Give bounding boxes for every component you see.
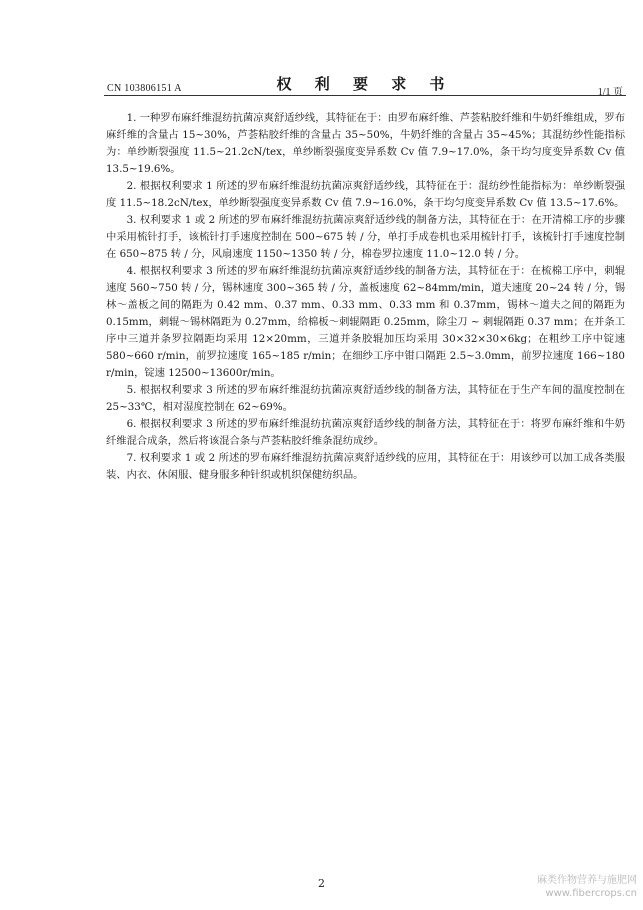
claim-3: 3. 权利要求 1 或 2 所述的罗布麻纤维混纺抗菌凉爽舒适纱线的制备方法，其特征在于：在开清棉工序的步骤中采用梳针打手，该梳针打手速度控制在 500~675 转 / 分，单打手成卷机也采用梳针打手，该梳针打手速度控制在 650~875 转 / 分，风扇速度 1150~1350 转 / 分，棉卷罗拉速度 11.0~12.0 转 / 分。 [106,214,625,260]
page-number: 2 [318,877,325,890]
header-divider [104,95,626,96]
page-title: 权 利 要 求 书 [276,75,454,93]
publication-number: CN 103806151 A [107,83,182,94]
claim-7: 7. 权利要求 1 或 2 所述的罗布麻纤维混纺抗菌凉爽舒适纱线的应用，其特征在于：用该纱可以加工成各类服装、内衣、休闲服、健身服多种针织或机织保健纺织品。 [106,452,625,481]
watermark-site-name: 麻类作物营养与施肥网 [537,875,637,886]
watermark-url: www.fibercrops.cn [545,888,637,899]
claim-1: 1. 一种罗布麻纤维混纺抗菌凉爽舒适纱线，其特征在于：由罗布麻纤维、芦荟粘胶纤维和牛奶纤维组成，罗布麻纤维的含量占 15~30%，芦荟粘胶纤维的含量占 35~50%，牛奶纤维的含量占 35~45%；其混纺纱性能指标为：单纱断裂强度 11.5~21.2cN/tex，单纱断裂强度变异系数 Cv 值 7.9~17.0%，条干均匀度变异系数 Cv 值 13.5~19.6%。 [106,112,625,175]
claims-body [106,110,625,484]
page-count: 1/1 页 [597,87,623,98]
document-header [107,73,623,98]
claim-5: 5. 根据权利要求 3 所述的罗布麻纤维混纺抗菌凉爽舒适纱线的制备方法，其特征在于生产车间的温度控制在 25~33℃，相对湿度控制在 62~69%。 [106,384,625,413]
watermark [487,874,637,900]
claim-2: 2. 根据权利要求 1 所述的罗布麻纤维混纺抗菌凉爽舒适纱线，其特征在于：混纺纱性能指标为：单纱断裂强度 11.5~18.2cN/tex，单纱断裂强度变异系数 Cv 值 7.9~16.0%，条干均匀度变异系数 Cv 值 13.5~17.6%。 [106,180,625,209]
claim-6: 6. 根据权利要求 3 所述的罗布麻纤维混纺抗菌凉爽舒适纱线的制备方法，其特征在于：将罗布麻纤维和牛奶纤维混合成条，然后将该混合条与芦荟粘胶纤维条混纺成纱。 [106,418,625,447]
claim-4: 4. 根据权利要求 3 所述的罗布麻纤维混纺抗菌凉爽舒适纱线的制备方法，其特征在于：在梳棉工序中，刺辊速度 560~750 转 / 分，锡林速度 300~365 转 / 分，盖板速度 62~84mm/min，道夫速度 20~24 转 / 分，锡林～盖板之间的隔距为 0.42 mm、0.37 mm、0.33 mm、0.33 mm 和 0.37mm，锡林～道夫之间的隔距为 0.15mm，刺辊～锡林隔距为 0.27mm，给棉板～刺辊隔距 0.25mm，除尘刀 ~ 刺辊隔距 0.37 mm；在并条工序中三道并条罗拉隔距均采用 12×20mm，三道并条胶辊加压均采用 30×32×30×6kg；在粗纱工序中锭速 580~660 r/min，前罗拉速度 165~185 r/min；在细纱工序中钳口隔距 2.5~3.0mm，前罗拉速度 166~180 r/min，锭速 12500~13600r/min。 [106,265,625,379]
